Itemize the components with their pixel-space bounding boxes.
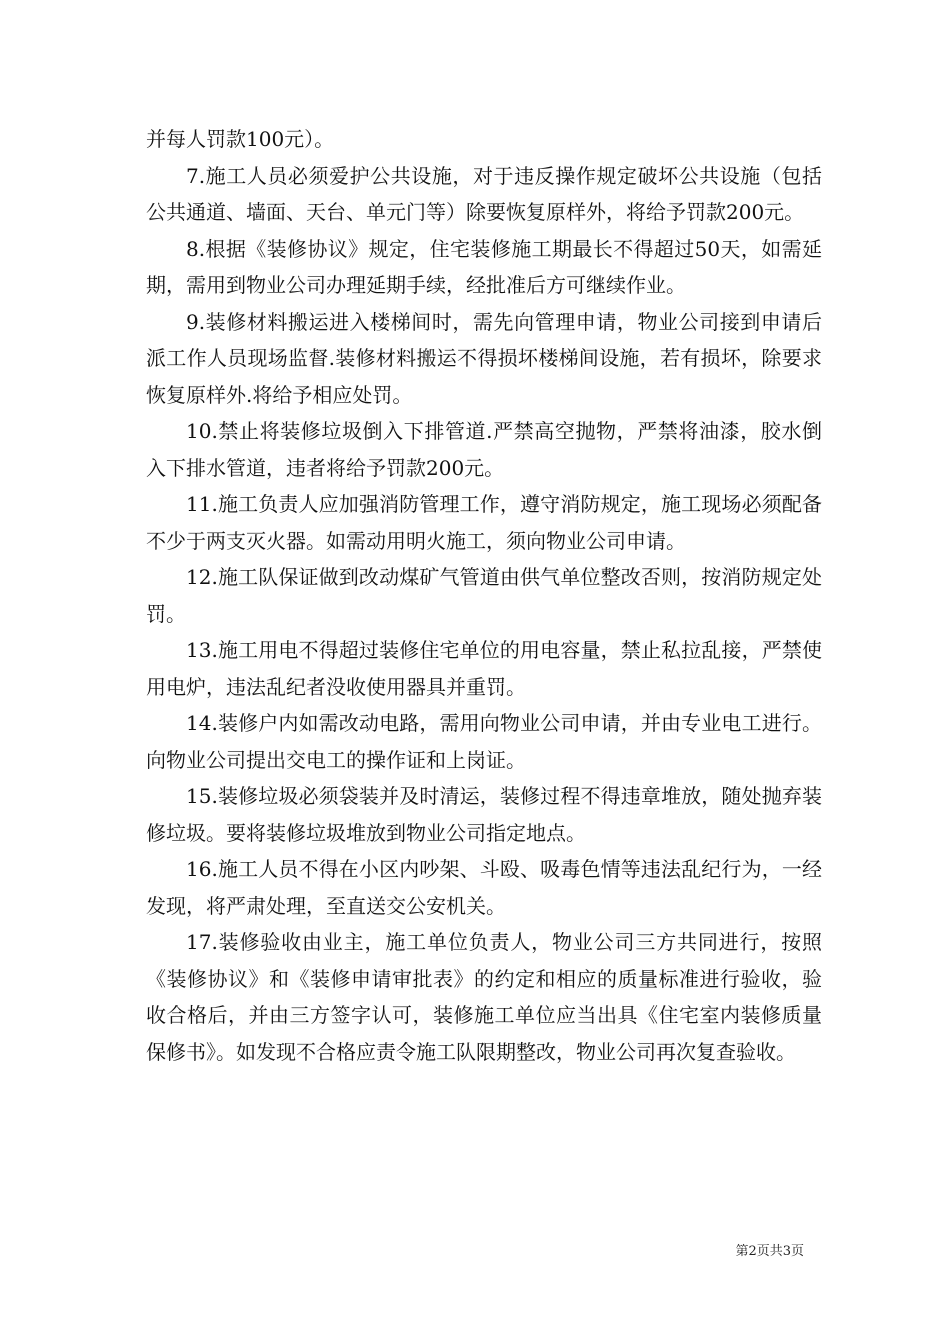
rule-paragraph-8: 8.根据《装修协议》规定，住宅装修施工期最长不得超过50天，如需延期，需用到物业公司办理延期手续，经批准后方可继续作业。: [146, 236, 822, 297]
rule-paragraph-10: 10.禁止将装修垃圾倒入下排管道.严禁高空抛物，严禁将油漆，胶水倒入下排水管道，违者将给予罚款200元。: [146, 419, 822, 480]
rule-paragraph-9: 9.装修材料搬运进入楼梯间时，需先向管理申请，物业公司接到申请后派工作人员现场监督.装修材料搬运不得损坏楼梯间设施，若有损坏，除要求恢复原样外.将给予相应处罚。: [146, 309, 822, 407]
rule-paragraph-17: 17.装修验收由业主，施工单位负责人，物业公司三方共同进行，按照《装修协议》和《装修申请审批表》的约定和相应的质量标准进行验收，验收合格后，并由三方签字认可，装修施工单位应当出具《住宅室内装修质量保修书》。如发现不合格应责令施工队限期整改，物业公司再次复查验收。: [146, 930, 822, 1064]
rule-paragraph-11: 11.施工负责人应加强消防管理工作，遵守消防规定，施工现场必须配备不少于两支灭火器。如需动用明火施工，须向物业公司申请。: [146, 492, 822, 553]
rule-paragraph-13: 13.施工用电不得超过装修住宅单位的用电容量，禁止私拉乱接，严禁使用电炉，违法乱纪者没收使用器具并重罚。: [146, 638, 822, 699]
rule-paragraph-7: 7.施工人员必须爱护公共设施，对于违反操作规定破坏公共设施（包括公共通道、墙面、天台、单元门等）除要恢复原样外，将给予罚款200元。: [146, 163, 822, 224]
page-number-footer: 第2页共3页: [735, 1244, 804, 1259]
rule-paragraph-16: 16.施工人员不得在小区内吵架、斗殴、吸毒色情等违法乱纪行为，一经发现，将严肃处理，至直送交公安机关。: [146, 857, 822, 918]
document-body: [146, 121, 822, 1070]
rule-paragraph-12: 12.施工队保证做到改动煤矿气管道由供气单位整改否则，按消防规定处罚。: [146, 565, 822, 626]
rule-paragraph-14: 14.装修户内如需改动电路，需用向物业公司申请，并由专业电工进行。向物业公司提出交电工的操作证和上岗证。: [146, 711, 822, 772]
continuation-paragraph: 并每人罚款100元）。: [146, 127, 335, 151]
rule-paragraph-15: 15.装修垃圾必须袋装并及时清运，装修过程不得违章堆放，随处抛弃装修垃圾。要将装修垃圾堆放到物业公司指定地点。: [146, 784, 822, 845]
